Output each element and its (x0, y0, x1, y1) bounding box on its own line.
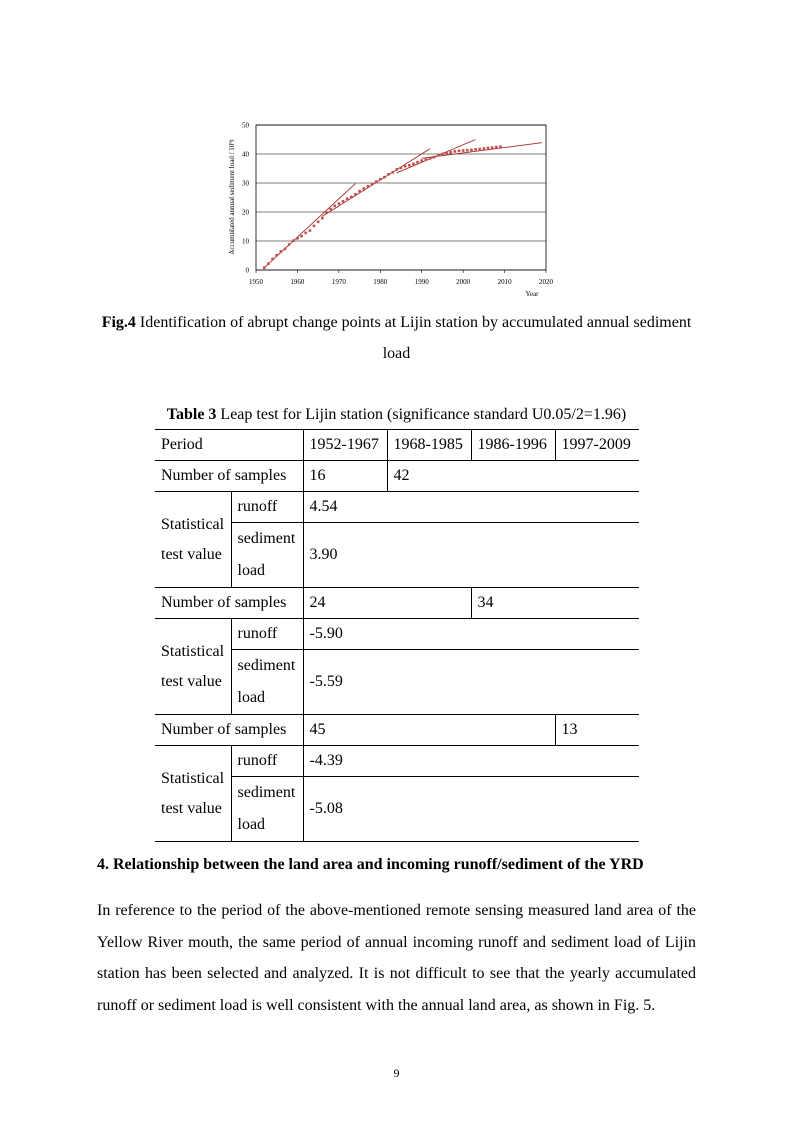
runoff-value: 4.54 (303, 492, 639, 523)
sediment-label (231, 650, 303, 715)
y-axis-label: Accumulated annual sediment load / 10⁹t (228, 139, 236, 255)
data-point (362, 187, 365, 190)
table-label: Table 3 (166, 406, 217, 423)
stat-label-line2: test value (161, 545, 222, 563)
x-tick-label: 1960 (290, 278, 305, 286)
data-point (487, 147, 490, 150)
data-point (333, 205, 336, 208)
data-point (280, 250, 283, 253)
data-point (499, 145, 502, 148)
data-point (309, 229, 312, 232)
table-row (155, 492, 639, 523)
data-point (292, 239, 295, 242)
sediment-label-line1: sediment (237, 530, 296, 547)
samples-label: Number of samples (155, 588, 303, 619)
data-point (495, 146, 498, 149)
data-point (396, 168, 399, 171)
header-period-4: 1997-2009 (555, 430, 639, 461)
sediment-value: -5.59 (303, 650, 639, 715)
data-point (441, 153, 444, 156)
data-point (275, 254, 278, 257)
data-point (483, 147, 486, 150)
data-point (329, 208, 332, 211)
y-tick-label: 30 (242, 179, 249, 188)
stat-label-line1: Statistical (161, 642, 225, 660)
data-point (367, 185, 370, 188)
data-point (300, 235, 303, 238)
stat-label (155, 619, 231, 715)
table-row (155, 461, 639, 492)
y-tick-label: 40 (242, 150, 249, 159)
data-point (387, 173, 390, 176)
section-heading: 4. Relationship between the land area and incoming runoff/sediment of the YRD (97, 856, 644, 873)
figure-label: Fig.4 (101, 314, 136, 331)
data-point (317, 221, 320, 224)
sediment-value: -5.08 (303, 777, 639, 842)
data-point (313, 225, 316, 228)
data-point (470, 149, 473, 152)
data-point (449, 151, 452, 154)
fit-line (422, 143, 542, 159)
samples-value: 45 (303, 715, 555, 746)
data-point (408, 164, 411, 167)
figure-caption-line2: load (382, 345, 411, 362)
sediment-label-line2: load (237, 689, 266, 706)
samples-value: 42 (387, 461, 639, 492)
table-title-text: Leap test for Lijin station (significance standard U0.05/2=1.96) (216, 406, 627, 423)
body-paragraph: In reference to the period of the above-mentioned remote sensing measured land area of the Yellow River mouth, the same period of annual incoming runoff and sediment load of Lijin station has been selected and analyzed. It is not difficult to see that the yearly accumulated runoff or sediment load is well consistent with the annual land area, as shown in Fig. 5. (97, 902, 696, 1014)
data-point (379, 178, 382, 181)
table-header-row (155, 430, 639, 461)
stat-label (155, 746, 231, 842)
data-point (346, 197, 349, 200)
stat-label-line2: test value (161, 799, 222, 817)
data-point (321, 217, 324, 220)
data-point (474, 148, 477, 151)
x-tick-label: 1990 (414, 278, 429, 286)
table-row (155, 588, 639, 619)
sediment-label-line2: load (237, 816, 266, 833)
data-point (296, 237, 299, 240)
data-point (358, 190, 361, 193)
runoff-label: runoff (231, 746, 303, 777)
samples-value: 16 (303, 461, 387, 492)
y-tick-label: 10 (242, 237, 249, 246)
data-point (354, 193, 357, 196)
data-point (267, 262, 270, 265)
data-point (462, 149, 465, 152)
data-point (478, 148, 481, 151)
header-period: Period (155, 430, 303, 461)
sediment-label-line2: load (237, 562, 266, 579)
x-axis-label: Year (525, 290, 539, 298)
data-point (420, 159, 423, 162)
y-tick-label: 0 (245, 266, 249, 275)
leap-test-table (155, 429, 639, 842)
data-point (342, 200, 345, 203)
header-period-2: 1968-1985 (387, 430, 471, 461)
data-point (458, 150, 461, 153)
data-point (400, 167, 403, 170)
runoff-label: runoff (231, 492, 303, 523)
data-point (416, 161, 419, 164)
stat-label-line1: Statistical (161, 515, 225, 533)
sediment-value: 3.90 (303, 523, 639, 588)
data-point (445, 152, 448, 155)
header-period-3: 1986-1996 (471, 430, 555, 461)
fit-lines (264, 140, 542, 268)
data-point (304, 232, 307, 235)
data-point (288, 243, 291, 246)
data-point (437, 154, 440, 157)
sediment-label (231, 777, 303, 842)
x-tick-label: 2020 (539, 278, 553, 286)
page-number: 9 (393, 1066, 400, 1080)
data-point (263, 266, 266, 269)
data-point (454, 150, 457, 153)
samples-label: Number of samples (155, 461, 303, 492)
x-tick-label: 1970 (331, 278, 346, 286)
samples-value: 24 (303, 588, 471, 619)
data-point (429, 157, 432, 160)
header-period-1: 1952-1967 (303, 430, 387, 461)
data-point (433, 156, 436, 159)
table-row (155, 715, 639, 746)
data-point (466, 149, 469, 152)
x-tick-label: 1950 (249, 278, 263, 286)
plot-area-frame (256, 125, 546, 270)
sediment-label-line1: sediment (237, 784, 296, 801)
data-point (425, 158, 428, 161)
data-point (271, 258, 274, 261)
runoff-value: -4.39 (303, 746, 639, 777)
runoff-value: -5.90 (303, 619, 639, 650)
data-point (383, 176, 386, 179)
samples-value: 34 (471, 588, 639, 619)
figure-caption-text-1: Identification of abrupt change points at Lijin station by accumulated annual sediment (135, 314, 692, 331)
data-point (491, 146, 494, 149)
data-point (391, 171, 394, 174)
y-tick-label: 20 (242, 208, 249, 217)
x-tick-label: 2000 (456, 278, 471, 286)
table-row (155, 746, 639, 777)
data-points (263, 145, 502, 269)
sediment-label (231, 523, 303, 588)
data-point (412, 163, 415, 166)
y-tick-label: 50 (242, 121, 249, 130)
data-point (404, 165, 407, 168)
table-title (60, 402, 733, 428)
stat-label-line2: test value (161, 672, 222, 690)
x-tick-label: 2010 (497, 278, 512, 286)
data-point (284, 248, 287, 251)
x-tick-label: 1980 (373, 278, 388, 286)
runoff-label: runoff (231, 619, 303, 650)
x-tick-labels (249, 278, 554, 286)
data-point (325, 211, 328, 214)
chart-gridlines (256, 125, 546, 273)
stat-label-line1: Statistical (161, 769, 225, 787)
stat-label (155, 492, 231, 588)
y-tick-labels (242, 122, 250, 275)
sediment-label-line1: sediment (237, 657, 296, 674)
data-point (371, 183, 374, 186)
data-point (375, 180, 378, 183)
data-point (350, 196, 353, 199)
figure-caption (60, 310, 733, 336)
samples-label: Number of samples (155, 715, 303, 746)
sediment-chart (225, 118, 555, 300)
samples-value: 13 (555, 715, 639, 746)
data-point (338, 202, 341, 205)
table-row (155, 619, 639, 650)
